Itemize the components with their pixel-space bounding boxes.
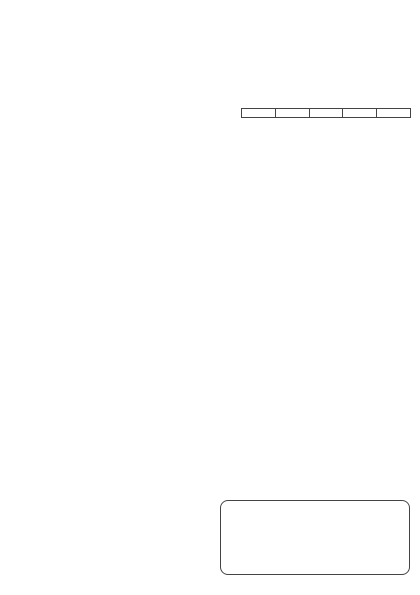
schedule-table [241,108,411,118]
header-lunch [377,109,411,118]
flower-icon [112,318,134,340]
header-event [309,109,343,118]
flower-border-bottom [14,44,224,62]
schedule-header-row [242,109,411,118]
header-timetable [343,109,377,118]
header-weekday [275,109,309,118]
flower-icon [212,96,234,118]
header-day [242,109,276,118]
flower-border-top [18,6,223,28]
midterm-box [220,500,410,575]
